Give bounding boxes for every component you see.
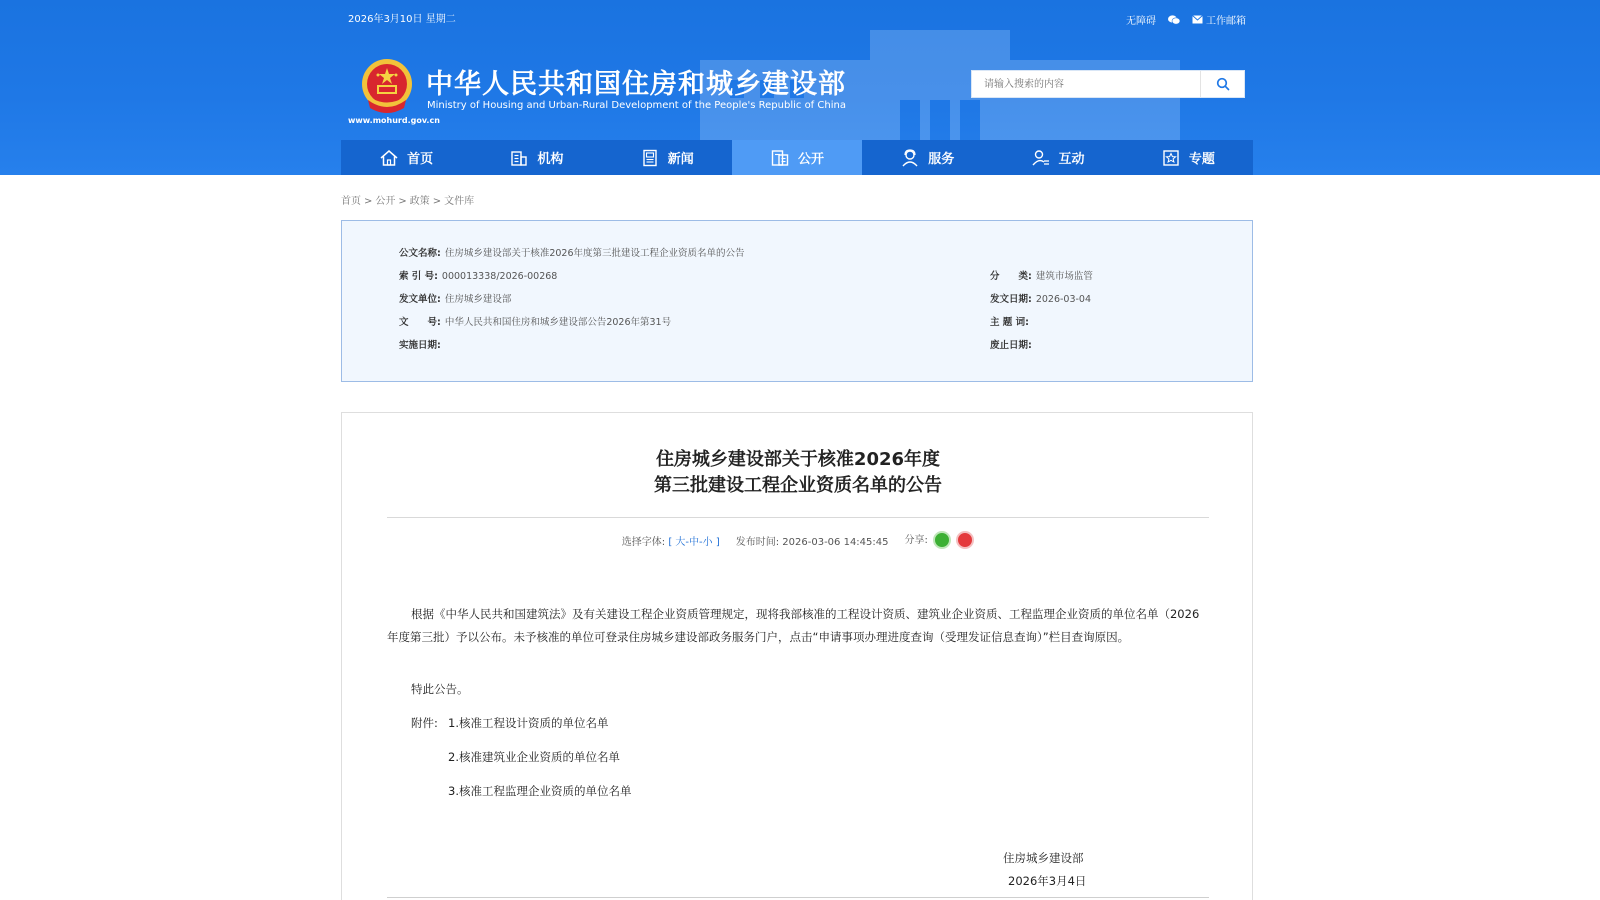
attachment-label: 附件: — [411, 716, 438, 730]
breadcrumb-public[interactable]: 公开 — [375, 196, 396, 207]
work-mail-link[interactable] — [1192, 12, 1246, 27]
nav-label: 新闻 — [667, 152, 694, 167]
article-toolbar — [342, 531, 1254, 549]
meta-label: 索 引 号: — [399, 271, 438, 282]
breadcrumb-separator: > — [432, 196, 442, 207]
public-icon — [770, 148, 790, 168]
font-bracket: ] — [715, 536, 720, 548]
font-small-link[interactable]: 小 — [702, 536, 713, 548]
nav-item-public[interactable] — [732, 140, 862, 175]
nav-item-news[interactable] — [602, 140, 732, 175]
work-mail-label: 工作邮箱 — [1206, 16, 1246, 27]
meta-value: 2026-03-04 — [1035, 294, 1092, 305]
meta-label: 公文名称: — [399, 248, 441, 259]
publish-value: 2026-03-06 14:45:45 — [782, 536, 889, 548]
wechat-icon — [1168, 15, 1180, 25]
breadcrumb — [341, 192, 474, 207]
attachment-2[interactable]: 2.核准建筑业企业资质的单位名单 — [448, 750, 620, 764]
site-url[interactable]: www.mohurd.gov.cn — [348, 116, 440, 125]
current-date: 2026年3月10日 星期二 — [348, 14, 456, 25]
national-emblem-logo[interactable] — [360, 58, 414, 116]
title-divider — [387, 517, 1209, 518]
breadcrumb-policy[interactable]: 政策 — [409, 196, 430, 207]
service-icon — [900, 148, 920, 168]
document-meta-box — [341, 220, 1253, 382]
main-nav — [341, 140, 1253, 175]
nav-item-topic[interactable] — [1123, 140, 1253, 175]
meta-keywords — [990, 314, 1033, 328]
meta-doc-name — [399, 245, 745, 259]
wechat-link[interactable] — [1168, 15, 1180, 25]
nav-label: 专题 — [1188, 152, 1215, 167]
search-button[interactable] — [1200, 71, 1244, 97]
news-icon — [640, 148, 660, 168]
nav-label: 互动 — [1058, 152, 1085, 167]
font-large-link[interactable]: 大 — [675, 536, 686, 548]
site-title[interactable]: 中华人民共和国住房和城乡建设部 — [426, 69, 846, 100]
interact-icon — [1031, 148, 1051, 168]
nav-label: 首页 — [407, 152, 434, 167]
meta-effective-date — [399, 337, 445, 351]
font-dash: - — [685, 536, 690, 548]
meta-doc-number — [399, 314, 671, 328]
search-input[interactable] — [972, 71, 1200, 97]
publish-time — [736, 533, 889, 548]
meta-value: 住房城乡建设部关于核准2026年度第三批建设工程企业资质名单的公告 — [444, 248, 745, 259]
article-body — [387, 603, 1209, 649]
article-panel — [341, 412, 1253, 900]
font-bracket: [ — [668, 536, 673, 548]
breadcrumb-separator: > — [398, 196, 407, 207]
nav-label: 公开 — [797, 152, 824, 167]
attachment-1[interactable]: 1.核准工程设计资质的单位名单 — [448, 716, 609, 730]
topic-icon — [1161, 148, 1181, 168]
meta-label: 实施日期: — [399, 340, 441, 351]
topbar-links — [1126, 12, 1246, 27]
font-dash: - — [699, 536, 703, 548]
meta-label: 主 题 词: — [990, 317, 1029, 328]
paragraph-1: 根据《中华人民共和国建筑法》及有关建设工程企业资质管理规定，现将我部核准的工程设计资质、建筑业企业资质、工程监理企业资质的单位名单（2026年度第三批）予以公布。未予核准的单位可登录住房城乡建设部政务服务门户，点击“申请事项办理进度查询（受理发证信息查询）”栏目查询原因。 — [387, 607, 1200, 644]
meta-issuer — [399, 291, 511, 305]
breadcrumb-home[interactable]: 首页 — [341, 196, 361, 207]
meta-label: 分 类: — [990, 271, 1032, 282]
meta-issue-date — [990, 291, 1091, 305]
meta-label: 文 号: — [399, 317, 441, 328]
accessibility-label: 无障碍 — [1126, 16, 1156, 27]
share-label: 分享: — [904, 535, 928, 546]
meta-value: 住房城乡建设部 — [444, 294, 512, 305]
weibo-share-icon[interactable] — [956, 531, 974, 549]
attachment-3[interactable]: 3.核准工程监理企业资质的单位名单 — [448, 784, 632, 798]
font-select-label: 选择字体: — [621, 536, 666, 548]
share-area — [905, 531, 975, 549]
search-box — [971, 70, 1245, 98]
font-medium-link[interactable]: 中 — [689, 536, 700, 548]
article-title-line-2: 第三批建设工程企业资质名单的公告 — [654, 475, 942, 496]
meta-value: 000013338/2026-00268 — [441, 271, 558, 282]
meta-index — [399, 268, 557, 282]
meta-value: 建筑市场监管 — [1035, 271, 1093, 282]
meta-label: 发文单位: — [399, 294, 441, 305]
article-title-line-1: 住房城乡建设部关于核准2026年度 — [655, 449, 941, 470]
signature-date: 2026年3月4日 — [1008, 874, 1087, 888]
building-icon — [509, 148, 529, 168]
site-subtitle-en: Ministry of Housing and Urban-Rural Development of the People's Republic of China — [427, 100, 846, 111]
search-icon — [1216, 77, 1230, 91]
nav-item-service[interactable] — [862, 140, 992, 175]
nav-label: 服务 — [928, 152, 955, 167]
nav-item-home[interactable] — [341, 140, 471, 175]
meta-label: 发文日期: — [990, 294, 1032, 305]
nav-label: 机构 — [537, 152, 564, 167]
meta-value: 中华人民共和国住房和城乡建设部公告2026年第31号 — [444, 317, 672, 328]
font-size-selector — [622, 533, 720, 548]
breadcrumb-separator: > — [364, 196, 373, 207]
breadcrumb-library[interactable]: 文件库 — [444, 196, 475, 207]
home-icon — [379, 148, 399, 168]
meta-expire-date — [990, 337, 1036, 351]
meta-category — [990, 268, 1093, 282]
signature-org: 住房城乡建设部 — [1003, 851, 1084, 865]
accessibility-link[interactable] — [1126, 12, 1156, 27]
nav-item-interact[interactable] — [992, 140, 1122, 175]
publish-label: 发布时间: — [735, 536, 780, 548]
paragraph-2: 特此公告。 — [411, 682, 469, 696]
nav-item-organization[interactable] — [471, 140, 601, 175]
mail-icon — [1192, 15, 1203, 24]
bottom-divider — [387, 897, 1209, 898]
wechat-share-icon[interactable] — [933, 531, 951, 549]
site-header — [0, 0, 1600, 175]
meta-label: 废止日期: — [990, 340, 1032, 351]
